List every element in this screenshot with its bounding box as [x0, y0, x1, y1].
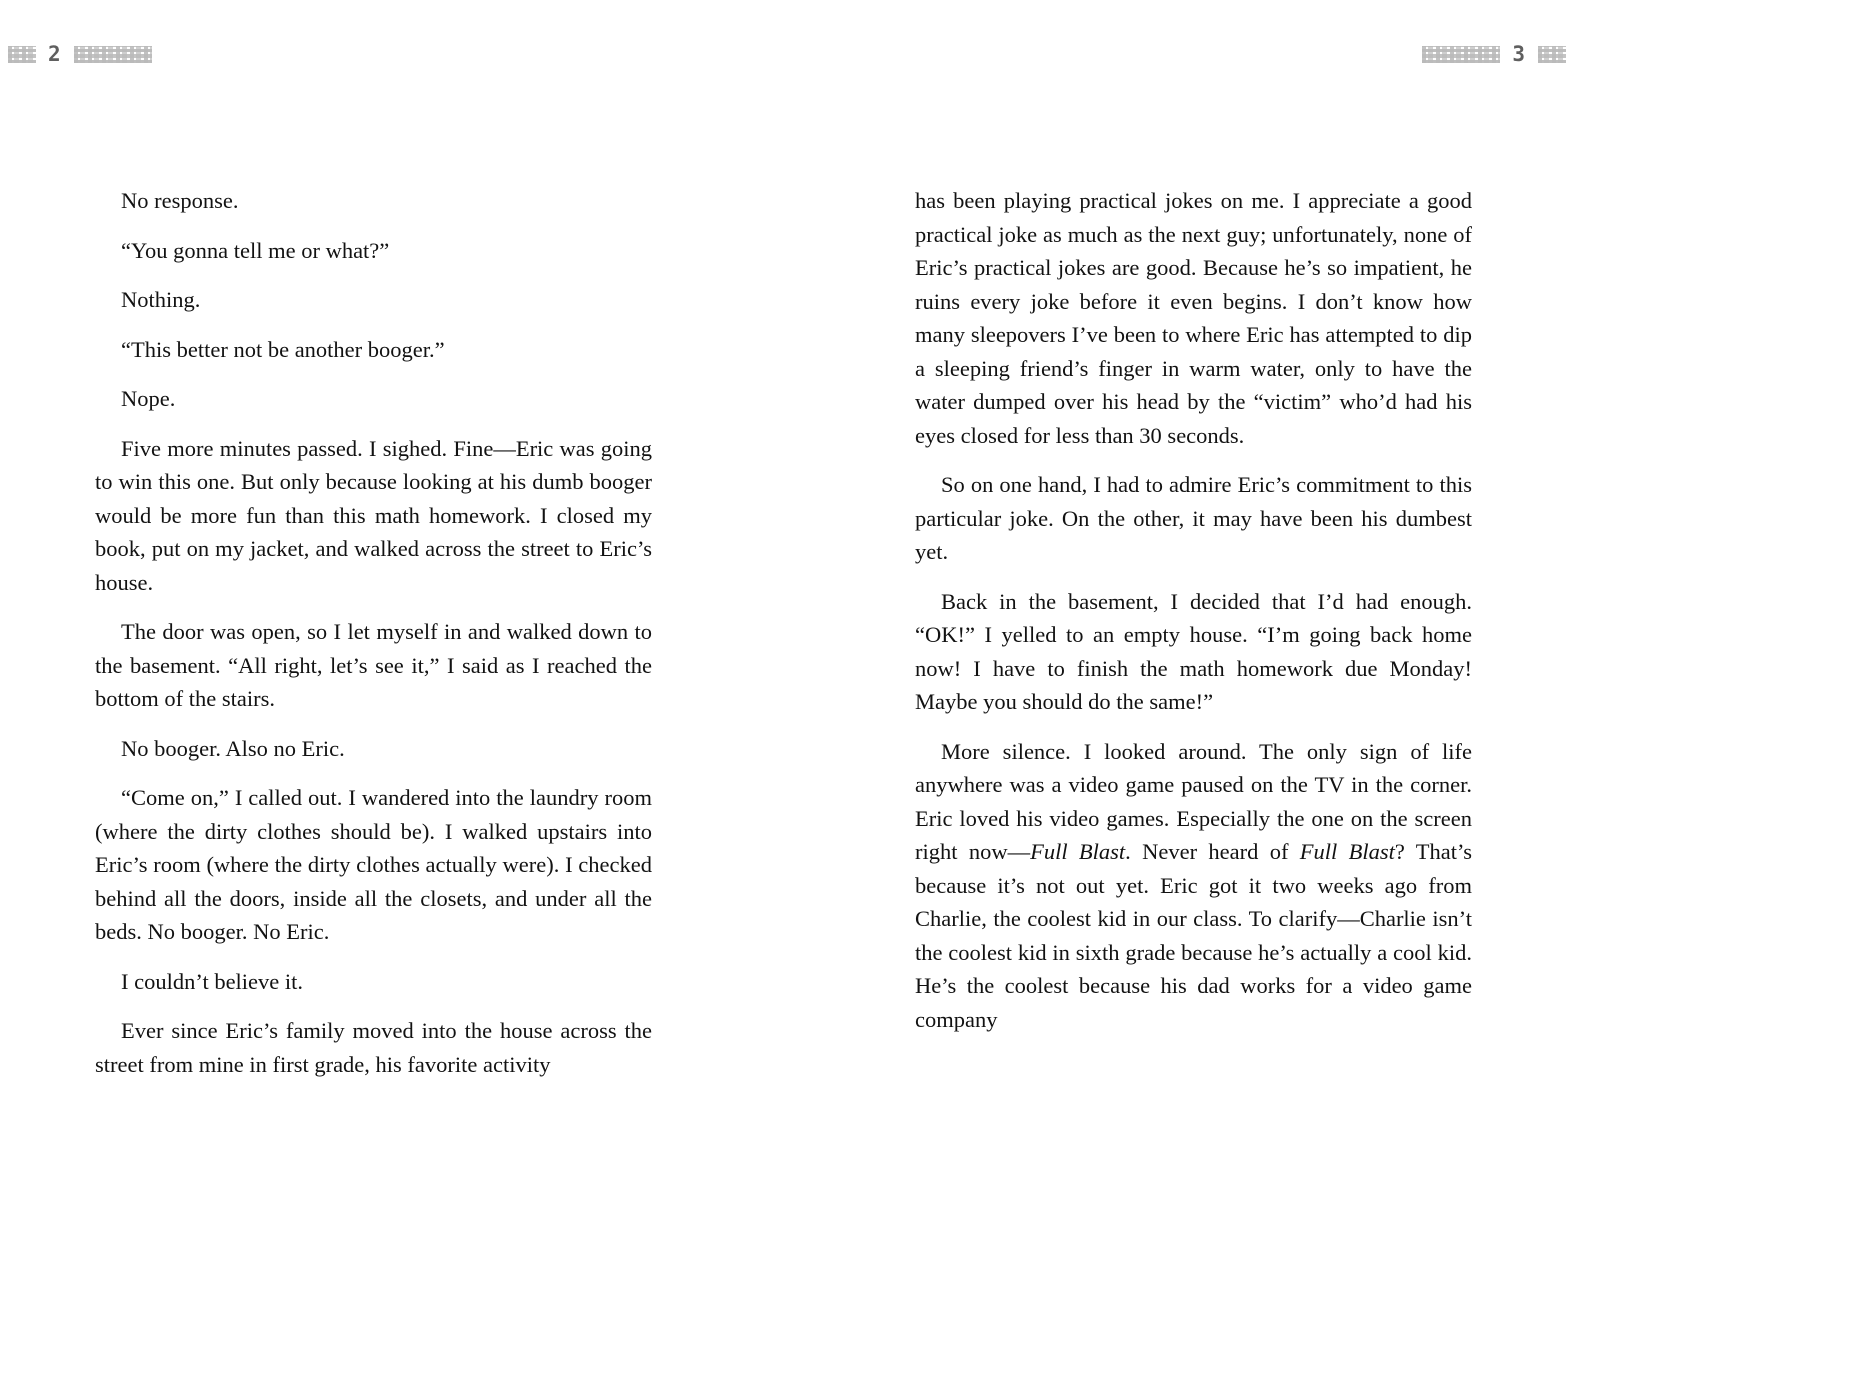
text-run: Ever since Eric’s family moved into the house across the street from mine in first grade, his favorite activity: [95, 1018, 652, 1077]
text-run: I couldn’t believe it.: [121, 968, 304, 994]
running-header-left: [8, 42, 152, 66]
text-run: has been playing practical jokes on me. I appreciate a good practical joke as much as the next guy; unfortunately, none of Eric’s practical jokes are good. Because he’s so impatient, he ruins every joke before it even begins. I don’t know how many sleepovers I’ve been to where Eric has attempted to dip a sleeping friend’s finger in warm water, only to have the water dumped over his head by the “victim” who’d had his eyes closed for less than 30 seconds.: [915, 188, 1472, 448]
paragraph: [95, 432, 652, 600]
paragraph: [95, 184, 652, 218]
pixel-title-ornament-icon: [74, 46, 152, 63]
paragraph: [95, 615, 652, 716]
page-number-left: 2: [48, 42, 62, 66]
paragraph: [95, 333, 652, 367]
pixel-title-ornament-icon: [1422, 46, 1500, 63]
paragraph: [915, 735, 1472, 1037]
paragraph: [915, 184, 1472, 452]
paragraph: [95, 732, 652, 766]
text-run: No booger. Also no Eric.: [121, 735, 345, 761]
paragraph: [915, 585, 1472, 719]
text-run: “You gonna tell me or what?”: [121, 237, 390, 263]
text-run: More silence. I looked around. The only sign of life anywhere was a video game paused on the TV in the corner. Eric loved his video games. Especially the one on the screen right now—: [915, 738, 1472, 864]
italic-text-run: Full Blast: [1030, 839, 1126, 864]
text-run: The door was open, so I let myself in and walked down to the basement. “All right, let’s see it,” I said as I reached the bottom of the stairs.: [95, 619, 652, 711]
paragraph: [95, 781, 652, 949]
running-header-right: [1422, 42, 1566, 66]
page-number-right: 3: [1512, 42, 1526, 66]
italic-text-run: Full Blast: [1299, 839, 1395, 864]
text-run: “Come on,” I called out. I wandered into the laundry room (where the dirty clothes should be). I walked upstairs into Eric’s room (where the dirty clothes actually were). I checked behind all the doors, inside all the closets, and under all the beds. No booger. No Eric.: [95, 785, 652, 944]
text-run: Nope.: [121, 386, 176, 411]
text-run: Five more minutes passed. I sighed. Fine—Eric was going to win this one. But only because looking at his dumb booger would be more fun than this math homework. I closed my book, put on my jacket, and walked across the street to Eric’s house.: [95, 435, 652, 595]
paragraph: [915, 468, 1472, 569]
paragraph: [95, 1014, 652, 1081]
text-run: . Never heard of: [1125, 839, 1300, 864]
paragraph: [95, 965, 652, 999]
text-run: So on one hand, I had to admire Eric’s commitment to this particular joke. On the other, it may have been his dumbest yet.: [915, 472, 1472, 564]
text-run: “This better not be another booger.”: [121, 336, 445, 362]
left-page-text: [95, 184, 652, 1081]
text-run: Nothing.: [121, 287, 201, 312]
text-run: No response.: [121, 188, 239, 213]
text-run: Back in the basement, I decided that I’d had enough. “OK!” I yelled to an empty house. “I’m going back home now! I have to finish the math homework due Monday! Maybe you should do the same!”: [915, 588, 1472, 714]
right-page-text: [915, 184, 1472, 1036]
paragraph: [95, 234, 652, 268]
text-run: ? That’s because it’s not out yet. Eric got it two weeks ago from Charlie, the coolest kid in our class. To clarify—Charlie isn’t the coolest kid in sixth grade because he’s actually a cool kid. He’s the coolest because his dad works for a video game company: [915, 839, 1472, 1032]
pixel-ornament-icon: [1538, 46, 1566, 63]
paragraph: [95, 283, 652, 317]
paragraph: [95, 382, 652, 416]
pixel-ornament-icon: [8, 46, 36, 63]
